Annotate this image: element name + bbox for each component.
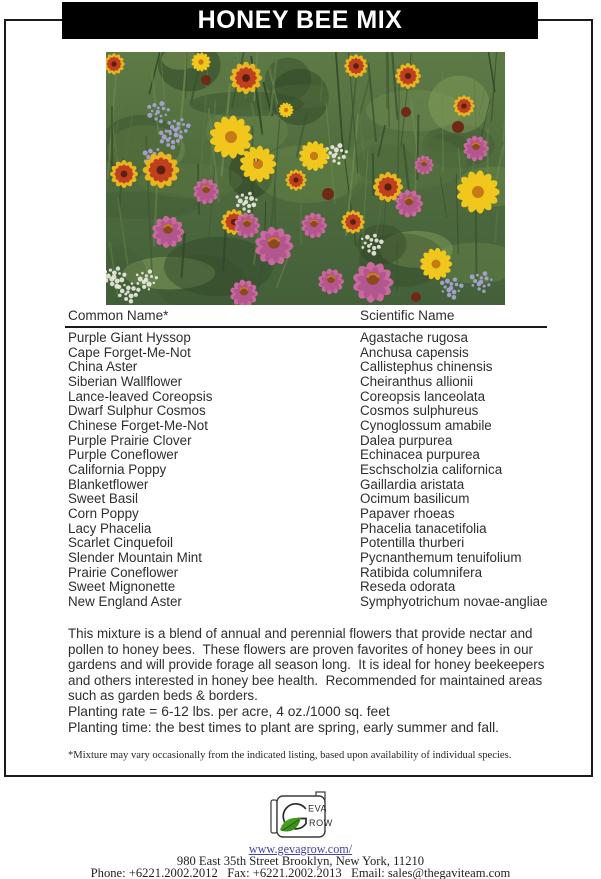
scientific-name-cell: Agastache rugosa	[360, 330, 468, 345]
scientific-name-cell: Gaillardia aristata	[360, 476, 465, 492]
scientific-name-cell: Potentilla thurberi	[360, 535, 465, 551]
scientific-name-header: Scientific Name	[360, 308, 455, 323]
common-name-cell: Siberian Wallflower	[68, 373, 183, 389]
common-name-cell: Scarlet Cinquefoil	[68, 535, 173, 551]
description-text: This mixture is a blend of annual and perennial flowers that provide nectar and pollen to honey bees. These flowers are proven favorites of honey bees in our gardens and will provide forage all season long. It is ideal for honey beekeepers and others interested in honey bee health. Recommended for maintained areas such as garden beds & borders.	[68, 626, 549, 704]
website-link[interactable]: www.gevagrow.com/	[248, 842, 353, 856]
species-table	[68, 331, 550, 609]
common-name-cell: Lance-leaved Coreopsis	[68, 388, 213, 404]
title-banner	[62, 2, 538, 39]
contact-text: Phone: +6221.2002.2012 Fax: +6221.2002.2013 Email: sales@thegaviteam.com	[90, 866, 511, 879]
common-name-cell: Purple Giant Hyssop	[68, 330, 191, 345]
scientific-name-cell: Cynoglossum amabile	[360, 417, 492, 433]
scientific-name-cell: Coreopsis lanceolata	[360, 388, 486, 404]
common-name-cell: Purple Coneflower	[68, 447, 179, 463]
scientific-name-cell: Callistephus chinensis	[360, 359, 493, 375]
scientific-name-cell: Ratibida columnifera	[360, 564, 483, 580]
mixture-disclaimer: *Mixture may vary occasionally from the indicated listing, based upon availability of individual species.	[68, 750, 512, 761]
common-name-cell: Corn Poppy	[68, 505, 139, 521]
common-name-cell: Prairie Coneflower	[68, 564, 179, 580]
common-name-cell: Lacy Phacelia	[68, 520, 152, 536]
gevagrow-logo	[269, 789, 333, 843]
wildflower-meadow-photo	[106, 52, 505, 305]
common-name-cell: Slender Mountain Mint	[68, 549, 202, 565]
planting-time-text: Planting time: the best times to plant are spring, early summer and fall.	[68, 720, 499, 735]
scientific-name-cell: Reseda odorata	[360, 579, 456, 595]
common-name-cell: Purple Prairie Clover	[68, 432, 192, 448]
address-text: 980 East 35th Street Brooklyn, New York, 11210	[176, 854, 425, 868]
common-name-header: Common Name*	[68, 308, 169, 323]
page-title: HONEY BEE MIX	[197, 6, 403, 34]
scientific-name-cell: Anchusa capensis	[360, 344, 469, 360]
scientific-name-cell: Cheiranthus allionii	[360, 373, 474, 389]
common-name-cell: Blanketflower	[68, 476, 149, 492]
header-divider	[65, 326, 547, 328]
common-name-cell: Cape Forget-Me-Not	[68, 344, 191, 360]
common-name-cell: China Aster	[68, 359, 138, 375]
scientific-name-cell: Ocimum basilicum	[360, 491, 470, 507]
scientific-name-cell: Cosmos sulphureus	[360, 403, 479, 419]
logo-text-eva: EVA	[307, 803, 327, 814]
logo-left-tab	[271, 800, 277, 833]
scientific-name-cell: Papaver rhoeas	[360, 505, 455, 521]
common-name-cell: Chinese Forget-Me-Not	[68, 417, 208, 433]
scientific-name-cell: Symphyotrichum novae-angliae	[360, 593, 548, 609]
scientific-name-cell: Eschscholzia californica	[360, 461, 503, 477]
common-name-cell: Sweet Mignonette	[68, 579, 176, 595]
common-name-cell: Dwarf Sulphur Cosmos	[68, 403, 206, 419]
common-name-cell: New England Aster	[68, 593, 182, 609]
scientific-name-cell: Dalea purpurea	[360, 432, 453, 448]
scientific-name-cell: Echinacea purpurea	[360, 447, 480, 463]
scientific-name-cell: Phacelia tanacetifolia	[360, 520, 487, 536]
common-name-cell: Sweet Basil	[68, 491, 138, 507]
logo-text-row: ROW	[308, 818, 333, 828]
scientific-name-cell: Pycnanthemum tenuifolium	[360, 549, 522, 565]
planting-rate-text: Planting rate = 6-12 lbs. per acre, 4 oz./1000 sq. feet	[68, 704, 390, 719]
common-name-cell: California Poppy	[68, 461, 167, 477]
